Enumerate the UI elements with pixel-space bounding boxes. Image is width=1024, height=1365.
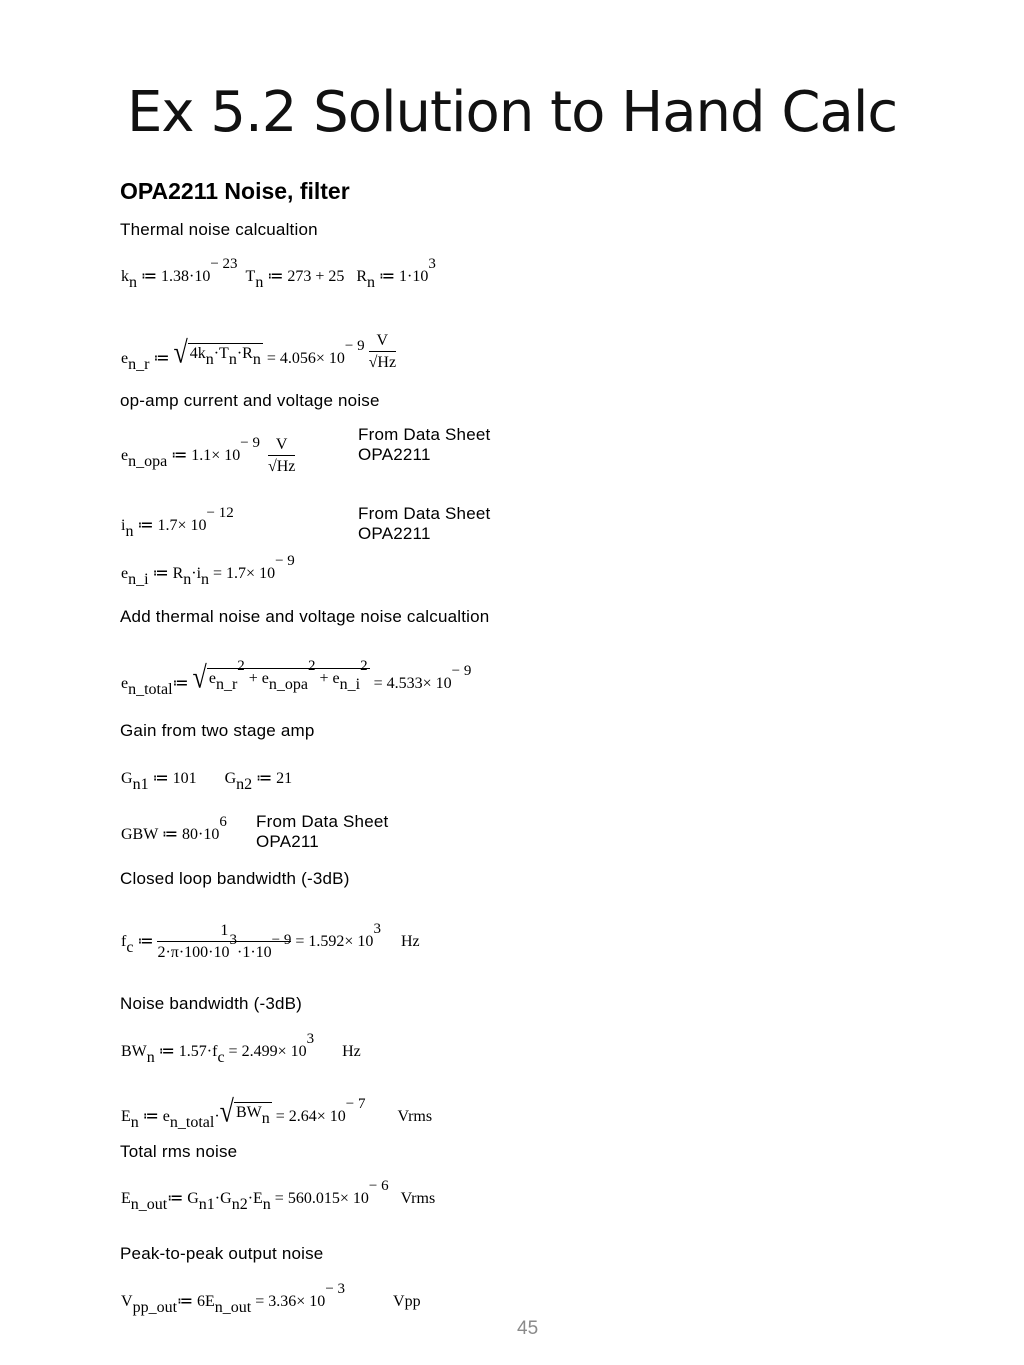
bwn-exp: 3 (306, 1031, 315, 1047)
kn-exp: − 23 (210, 256, 238, 272)
unit-vrms: Vrms (397, 1108, 433, 1125)
label-peak: Peak-to-peak output noise (120, 1244, 324, 1263)
eq-in: $i_n$ ≔ $1.7\times 10^{- 12}$ (121, 505, 234, 540)
vpp-exp: − 3 (325, 1281, 346, 1297)
eq-enopa: $e_{n\_opa}$ ≔ $1.1\times 10^{- 9}$ $\frac{V}{√Hz}$ (121, 434, 296, 475)
unit-v: V (369, 332, 396, 352)
gn1-value: 101 (172, 770, 197, 787)
label-total: Total rms noise (120, 1142, 238, 1161)
rn-value: 1·10 (399, 268, 429, 285)
unit-hz: Hz (377, 354, 397, 371)
rn-exp: 3 (428, 256, 436, 272)
label-closed-loop: Closed loop bandwidth (-3dB) (120, 869, 350, 888)
bwn-result: 2.499× 10 (241, 1043, 307, 1060)
in-exp: − 12 (206, 505, 234, 521)
label-add: Add thermal noise and voltage noise calcualtion (120, 607, 490, 626)
label-opamp: op-amp current and voltage noise (120, 391, 380, 410)
gbw-value: 80·10 (182, 826, 220, 843)
label-thermal: Thermal noise calcualtion (120, 220, 318, 239)
note-datasheet-2: From Data Sheet OPA2211 (358, 504, 491, 543)
entotal-result: 4.533× 10 (386, 675, 452, 692)
eq-fc: $f_c$ ≔ $\frac{1}{2\cdot\pi\cdot 100\cdot 10^3\cdot 1\cdot 10^{- 9}}$ = $1.592\times 10^3$ Hz (121, 920, 420, 961)
eq-gain: $G_{n1}$ ≔ 101 $G_{n2}$ ≔ 21 (121, 770, 293, 793)
enr-result: 4.056× 10 (279, 349, 345, 367)
unit-hz: Hz (276, 458, 296, 475)
enopa-value: 1.1× 10 (191, 446, 241, 464)
enout-exp: − 6 (368, 1178, 389, 1194)
unit-vpp: Vpp (393, 1293, 421, 1310)
gn2-value: 21 (276, 770, 293, 787)
unit-hz: Hz (400, 932, 420, 950)
en-result: 2.64× 10 (288, 1108, 346, 1125)
enr-exp: − 9 (344, 337, 365, 354)
entotal-exp: − 9 (451, 663, 472, 679)
label-gain: Gain from two stage amp (120, 721, 315, 740)
tn-value: 273 + 25 (287, 268, 345, 285)
eq-kn-tn-rn: $k_n$ ≔ $1.38\cdot 10^{- 23}$ $T_n$ ≔ 273 + 25 $R_n$ ≔ $1\cdot 10^3$ (121, 256, 436, 291)
note-datasheet-1: From Data Sheet OPA2211 (358, 425, 491, 464)
fc-result: 1.592× 10 (308, 932, 374, 950)
unit-hz: Hz (342, 1043, 361, 1060)
eni-result: 1.7× 10 (226, 565, 276, 582)
fc-exp: 3 (373, 920, 381, 937)
vpp-result: 3.36× 10 (268, 1293, 326, 1310)
en-exp: − 7 (345, 1096, 366, 1112)
unit-vrms: Vrms (400, 1190, 436, 1207)
eq-gbw: GBW ≔ $80\cdot 10^6$ (121, 814, 227, 843)
label-noise-bw: Noise bandwidth (-3dB) (120, 994, 303, 1013)
eq-entotal: $e_{n\_total}≔$ √ $e_{n\_r}^2 + e_{n\_opa}^2 + e_{n\_i}^2 = 4.533\times 10^{- 9}$ (121, 658, 472, 698)
page-title: Ex 5.2 Solution to Hand Calc (127, 80, 898, 145)
eq-enout: $E_{n\_out}≔$ $G_{n1}\cdot G_{n2}\cdot E_n = 560.015\times 10^{- 6}$ Vrms (121, 1178, 436, 1213)
enout-result: 560.015× 10 (287, 1190, 369, 1207)
note-datasheet-3: From Data Sheet OPA211 (256, 812, 389, 851)
enopa-exp: − 9 (240, 434, 260, 451)
eq-en: $E_n$ ≔ $e_{n\_total}\cdot√$ $BW_n = 2.64\times 10^{- 7}$ Vrms (121, 1094, 433, 1131)
gbw-exp: 6 (219, 814, 227, 830)
eq-vpp: $V_{pp\_out}≔$ $6E_{n\_out} = 3.36\times 10^{- 3}$ Vpp (121, 1281, 421, 1316)
eq-enr: $e_{n\_r}$ ≔ √ $4k_n\cdot T_n\cdot R_n = 4.056\times 10^{- 9}$ $\frac{V}{√Hz}$ (121, 332, 397, 373)
in-value: 1.7× 10 (157, 517, 207, 534)
section-heading: OPA2211 Noise, filter (120, 178, 350, 204)
eni-exp: − 9 (275, 553, 295, 569)
eq-bwn: $BW_n$ ≔ $1.57\cdot f_c = 2.499\times 10^3$ Hz (121, 1031, 361, 1066)
unit-v: V (268, 436, 295, 456)
eq-eni: $e_{n\_i}$ ≔ $R_n\cdot i_n = 1.7\times 10^{- 9}$ (121, 553, 295, 588)
kn-value: 1.38·10 (161, 268, 211, 285)
page-number: 45 (517, 1318, 539, 1339)
